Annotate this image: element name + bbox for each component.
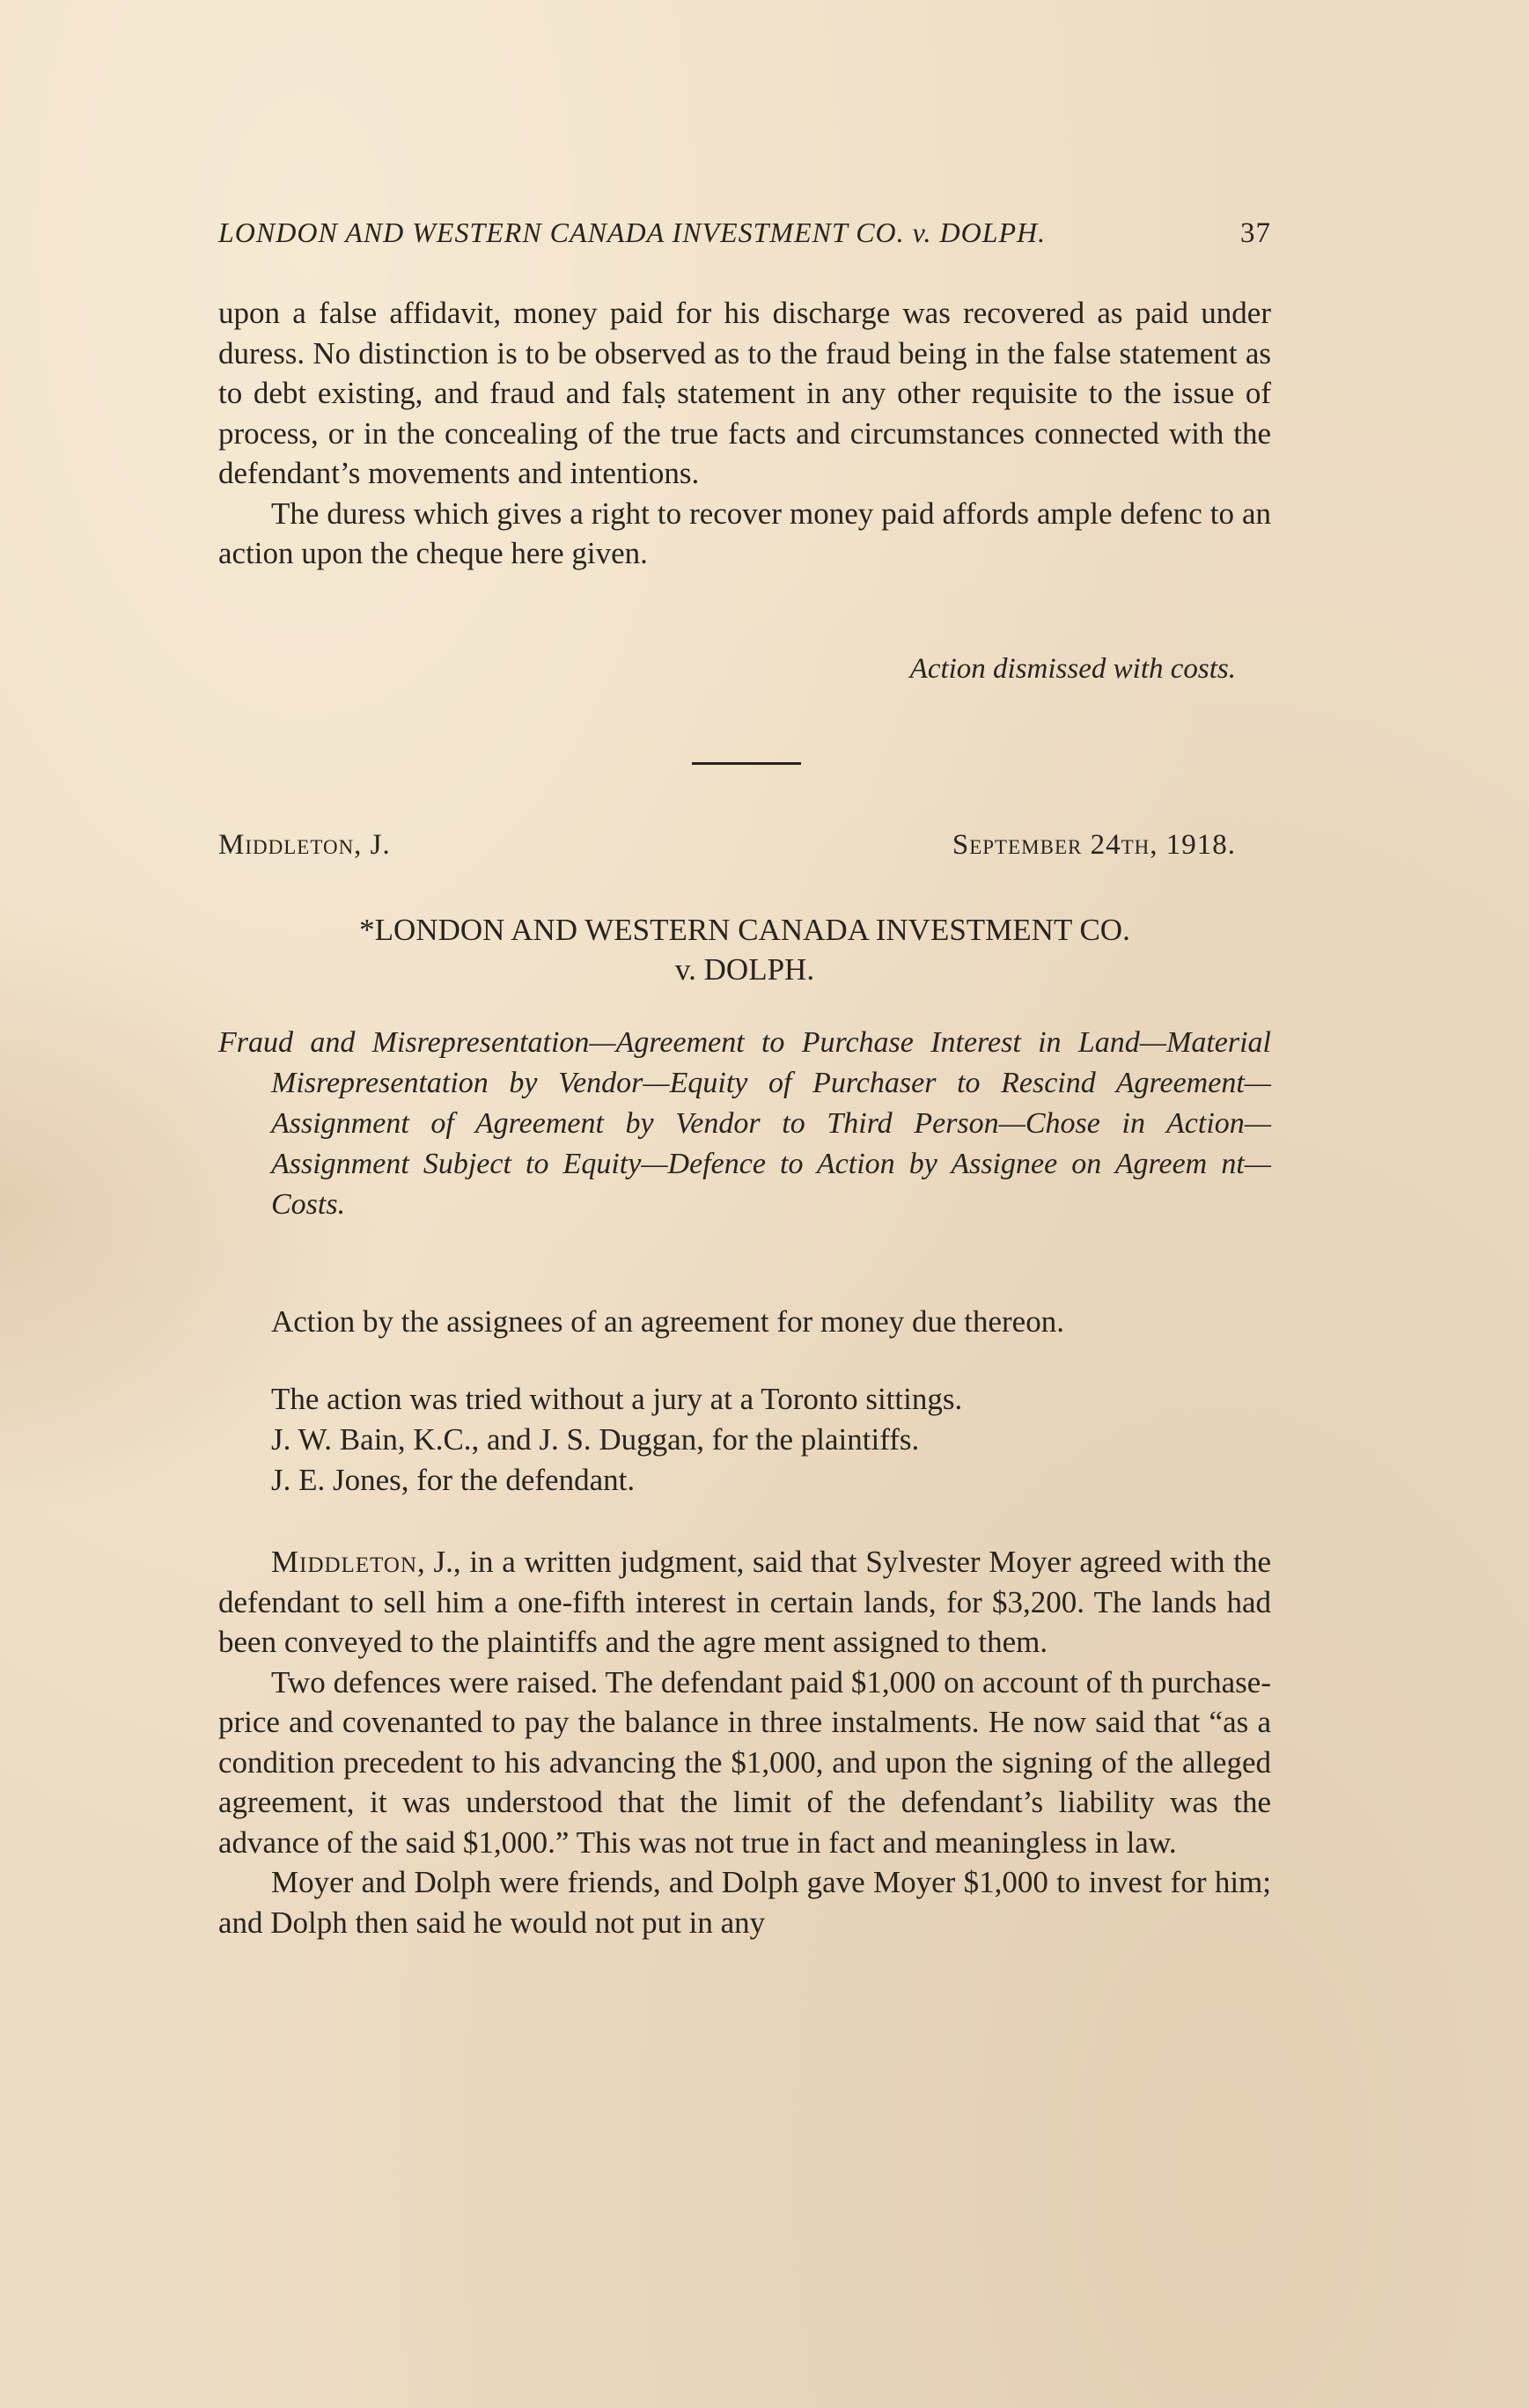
case-title-line: *LONDON AND WESTERN CANADA INVESTMENT CO. (359, 913, 1130, 947)
action-description: Action by the assignees of an agreement for money due thereon. (271, 1304, 1064, 1339)
running-head-title: LONDON AND WESTERN CANADA INVESTMENT CO. v. DOLPH. (218, 217, 1047, 248)
paragraph: upon a false affidavit, money paid for his discharge was recovered as paid under duress. No distinction is to be observed as to the fraud being in the false statement as to debt existing, and fraud and falṣ statement in any other requisite to the issue of process, or in the concealing of the true facts and circumstances connected with the defendant’s movements and intentions. (218, 296, 1271, 490)
running-head (218, 217, 1271, 250)
trial-line: The action was tried without a jury at a Toronto sittings. (271, 1382, 963, 1416)
counsel-defendant: J. E. Jones, for the defendant. (271, 1463, 636, 1497)
case-title (218, 910, 1271, 989)
headnote: Fraud and Misrepresentation—Agreement to Purchase Interest in Land—Material Misrepresentation by Vendor—Equity of Purchaser to Rescind Agreement—Assignment of Agreement by Vendor to Third Person—Chose in Action—Assignment Subject to Equity—Defence to Action by Assignee on Agreem nt—Costs. (218, 1026, 1271, 1221)
judge-date-line (218, 829, 1236, 862)
judge-name-inline: Middleton (271, 1545, 418, 1579)
judgment-body (218, 1542, 1271, 1942)
counsel-plaintiffs: J. W. Bain, K.C., and J. S. Duggan, for the plaintiffs. (271, 1422, 920, 1457)
continued-paragraphs (218, 293, 1271, 574)
paragraph: Two defences were raised. The defendant paid $1,000 on account of th purchase-price and covenanted to pay the balance in three instalments. He now said that “as a condition precedent to his advancing the $1,000, and upon the signing of the alleged agreement, it was understood that the limit of the defendant’s liability was the advance of the said $1,000.” This was not true in fact and meaningless in law. (218, 1664, 1271, 1860)
judge-name: Middleton, J. (218, 829, 391, 861)
section-divider (692, 762, 801, 765)
paragraph: Moyer and Dolph were friends, and Dolph gave Moyer $1,000 to invest for him; and Dolph then said he would not put in any (218, 1865, 1271, 1940)
judgment-date: September 24th, 1918. (952, 829, 1236, 861)
case-title-line: v. DOLPH. (674, 952, 815, 987)
page-number: 37 (1240, 217, 1271, 249)
paragraph: The duress which gives a right to recover money paid affords ample defenc to an action upon the cheque here given. (218, 496, 1271, 570)
case-result: Action dismissed with costs. (909, 653, 1236, 685)
paragraph: Middleton, J., in a written judgment, said that Sylvester Moyer agreed with the defendant to sell him a one-fifth interest in certain lands, for $3,200. The lands had been conveyed to the plaintiffs and the agre ment assigned to them. (218, 1545, 1271, 1659)
